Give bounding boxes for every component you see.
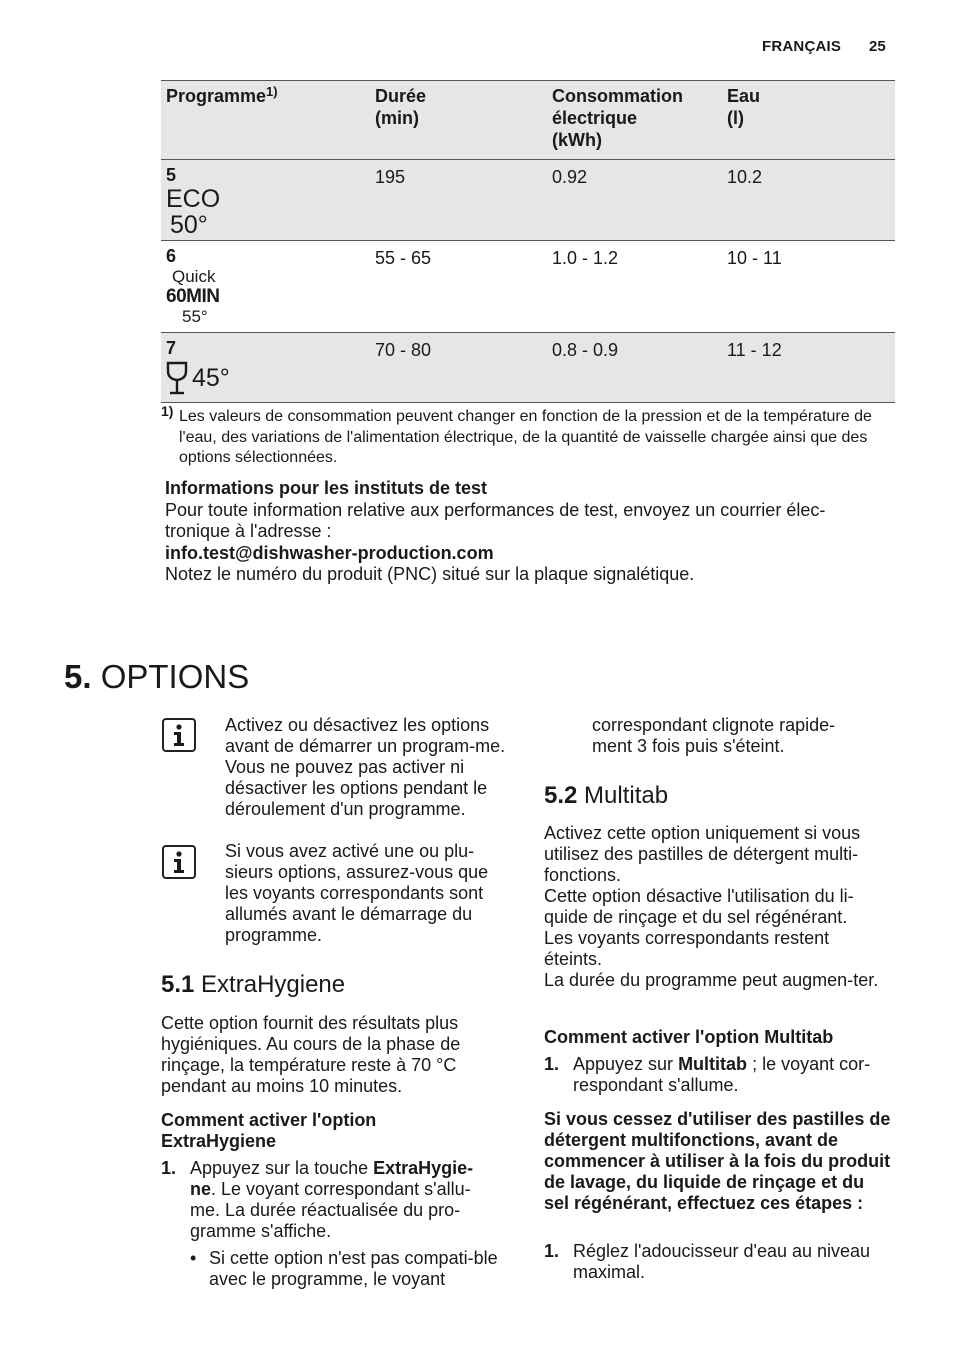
step-key: Multitab xyxy=(678,1054,748,1074)
step-text-rest: ; le voyant cor-respondant s'allume. xyxy=(573,1054,871,1095)
water-value: 11 - 12 xyxy=(727,340,782,360)
multitab-body-2: Cette option désactive l'utilisation du li-quide de rinçage et du sel régénérant. xyxy=(544,886,854,927)
section-number: 5. xyxy=(64,658,92,695)
footnote-text: Les valeurs de consommation peuvent changer en fonction de la pression et de la température de l'eau, des variations de l'alimentation électrique, de la quantité de vaisselle chargée ainsi que des options sélectionnées. xyxy=(179,408,872,466)
col-programme-label: Programme xyxy=(166,86,267,106)
eco-temperature: 50° xyxy=(170,211,208,239)
sixty-min-symbol: 60MIN xyxy=(166,286,220,307)
water-value: 10 - 11 xyxy=(727,248,782,268)
info-i-glyph xyxy=(164,720,194,750)
test-info-body: Pour toute information relative aux performances de test, envoyez un courrier élec-tronique à l'adresse : xyxy=(165,499,826,541)
multitab-howto-title: Comment activer l'option Multitab xyxy=(544,1027,834,1047)
step-key: ExtraHygie-ne xyxy=(190,1158,474,1199)
col-water: Eau (l) xyxy=(727,86,761,128)
step-number: 1. xyxy=(544,1241,560,1261)
programme-number: 5 xyxy=(166,165,177,185)
info-note-1: Activez ou désactivez les options avant de démarrer un program-me. Vous ne pouvez pas activer ni désactiver les options pendant le déroulement d'un programme. xyxy=(225,715,506,819)
multitab-step-2: Réglez l'adoucisseur d'eau au niveau maximal. xyxy=(573,1241,871,1282)
subsection-number: 5.1 xyxy=(161,971,195,998)
info-i-glyph xyxy=(164,847,194,877)
multitab-body-4: La durée du programme peut augmen-ter. xyxy=(544,970,879,990)
programme-table xyxy=(161,80,895,403)
page-header-section: FRANÇAIS xyxy=(762,38,842,55)
table-row xyxy=(161,333,895,403)
page-number: 25 xyxy=(869,38,886,55)
bullet-dot: • xyxy=(190,1248,197,1268)
programme-number: 6 xyxy=(166,246,177,266)
glass-temperature: 45° xyxy=(192,364,230,392)
multitab-body-1: Activez cette option uniquement si vous utilisez des pastilles de détergent multi-fonctions. xyxy=(544,823,861,885)
subsection-title: ExtraHygiene xyxy=(201,971,346,998)
test-info-title: Informations pour les instituts de test xyxy=(165,478,488,498)
table-header xyxy=(161,80,895,160)
energy-value: 1.0 - 1.2 xyxy=(552,248,619,268)
test-info-block xyxy=(165,478,885,586)
quick-symbol: Quick xyxy=(172,267,216,286)
footnote-mark: 1) xyxy=(161,403,174,419)
extrahygiene-description: Cette option fournit des résultats plus hygiéniques. Au cours de la phase de rinçage, la température reste à 70 °C pendant au moins 10 minutes. xyxy=(161,1013,461,1096)
extrahygiene-howto-title: Comment activer l'option ExtraHygiene xyxy=(161,1110,377,1151)
section-heading xyxy=(64,655,249,699)
subsection-title: Multitab xyxy=(584,782,669,809)
step-text: Appuyez sur la touche xyxy=(190,1158,374,1178)
subsection-number: 5.2 xyxy=(544,782,578,809)
quick-temperature: 55° xyxy=(182,307,208,326)
table-row xyxy=(161,160,895,241)
energy-value: 0.8 - 0.9 xyxy=(552,340,619,360)
wine-glass-icon xyxy=(166,361,188,395)
step-text-rest: . Le voyant correspondant s'allu-me. La durée réactualisée du pro-gramme s'affiche. xyxy=(190,1179,471,1241)
programme-cell xyxy=(166,164,220,238)
extrahygiene-step xyxy=(190,1158,495,1242)
subsection-heading-5-2 xyxy=(544,781,668,811)
col-duration: Durée (min) xyxy=(375,86,427,128)
extrahygiene-bullet: Si cette option n'est pas compati-ble avec le programme, le voyant xyxy=(209,1248,498,1289)
col-energy: Consommation électrique (kWh) xyxy=(552,86,684,150)
col-programme xyxy=(166,85,278,107)
duration-value: 55 - 65 xyxy=(375,248,432,268)
extrahygiene-bullet-continued: correspondant clignote rapide-ment 3 fois puis s'éteint. xyxy=(592,715,836,756)
water-value: 10.2 xyxy=(727,167,763,187)
multitab-body-3: Les voyants correspondants restent éteints. xyxy=(544,928,830,969)
step-text: Appuyez sur xyxy=(573,1054,679,1074)
footnote-ref: 1) xyxy=(266,84,278,99)
programme-number: 7 xyxy=(166,338,177,358)
programme-cell xyxy=(166,245,219,327)
programme-cell xyxy=(166,337,230,395)
info-icon xyxy=(162,718,196,752)
multitab-warning: Si vous cessez d'utiliser des pastilles de détergent multifonctions, avant de commencer à utiliser à la fois du produit de lavage, du liquide de rinçage et du sel régénérant, effectuez ces étapes : xyxy=(544,1109,891,1213)
step-number: 1. xyxy=(544,1054,560,1074)
duration-value: 70 - 80 xyxy=(375,340,432,360)
info-icon xyxy=(162,845,196,879)
multitab-description xyxy=(544,823,892,991)
glass-symbol xyxy=(166,361,230,395)
energy-value: 0.92 xyxy=(552,167,588,187)
test-info-note: Notez le numéro du produit (PNC) situé sur la plaque signalétique. xyxy=(165,564,695,584)
test-info-email: info.test@dishwasher-production.com xyxy=(165,542,494,563)
table-row xyxy=(161,241,895,333)
info-note-2: Si vous avez activé une ou plu-sieurs options, assurez-vous que les voyants correspondants sont allumés avant le démarrage du programme. xyxy=(225,841,489,945)
section-title: OPTIONS xyxy=(100,658,250,695)
multitab-step xyxy=(573,1054,893,1096)
step-number: 1. xyxy=(161,1158,177,1178)
subsection-heading-5-1 xyxy=(161,970,345,1000)
duration-value: 195 xyxy=(375,167,406,187)
eco-symbol: ECO xyxy=(166,185,221,213)
